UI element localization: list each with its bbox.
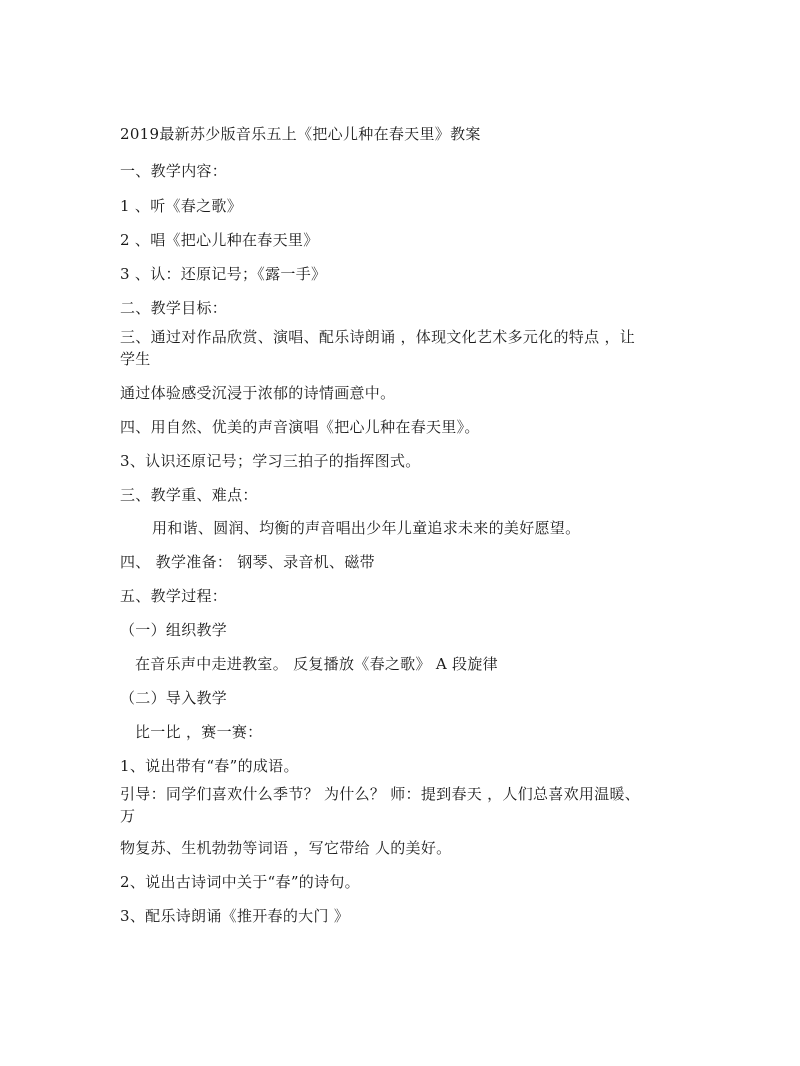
- paragraph-line: 比一比 ，赛一赛：: [135, 723, 263, 741]
- paragraph-line: 1、说出带有“春”的成语。: [120, 757, 299, 775]
- paragraph-line: 引导：同学们喜欢什么季节？ 为什么？ 师：提到春天 ，人们总喜欢用温暖、: [120, 785, 641, 803]
- paragraph-line: 用和谐、圆润、均衡的声音唱出少年儿童追求未来的美好愿望。: [152, 519, 581, 537]
- paragraph-line: 四、用自然、优美的声音演唱《把心儿种在春天里》。: [120, 418, 480, 436]
- paragraph-line: 通过体验感受沉浸于浓郁的诗情画意中。: [120, 384, 396, 402]
- list-item: 1 、听《春之歌》: [120, 197, 243, 215]
- paragraph-line: 在音乐声中走进教室。 反复播放《春之歌》 A 段旋律: [135, 655, 498, 673]
- section-heading: 五、教学过程：: [120, 587, 228, 605]
- section-heading: 三、教学重、难点：: [120, 486, 258, 504]
- paragraph-line: 三、通过对作品欣赏、演唱、配乐诗朗诵 ，体现文化艺术多元化的特点 ，让: [120, 328, 636, 346]
- paragraph-line: 2、说出古诗词中关于“春”的诗句。: [120, 873, 360, 891]
- subsection-heading: （一）组织教学: [120, 621, 228, 639]
- section-heading: 二、教学目标：: [120, 299, 228, 317]
- section-heading: 一、教学内容：: [120, 162, 228, 180]
- paragraph-line: 3、配乐诗朗诵《推开春的大门 》: [120, 907, 350, 925]
- paragraph-line: 万: [120, 807, 136, 825]
- list-item: 3 、认：还原记号；《露一手》: [120, 265, 327, 283]
- paragraph-line: 学生: [120, 350, 151, 368]
- document-title: 2019最新苏少版音乐五上《把心儿种在春天里》教案: [120, 125, 481, 143]
- subsection-heading: （二）导入教学: [120, 689, 228, 707]
- paragraph-line: 3、认识还原记号；学习三拍子的指挥图式。: [120, 452, 421, 470]
- list-item: 2 、唱《把心儿种在春天里》: [120, 231, 319, 249]
- section-heading: 四、 教学准备： 钢琴、录音机、磁带: [120, 553, 375, 571]
- paragraph-line: 物复苏、生机勃勃等词语 ，写它带给 人的美好。: [120, 839, 452, 857]
